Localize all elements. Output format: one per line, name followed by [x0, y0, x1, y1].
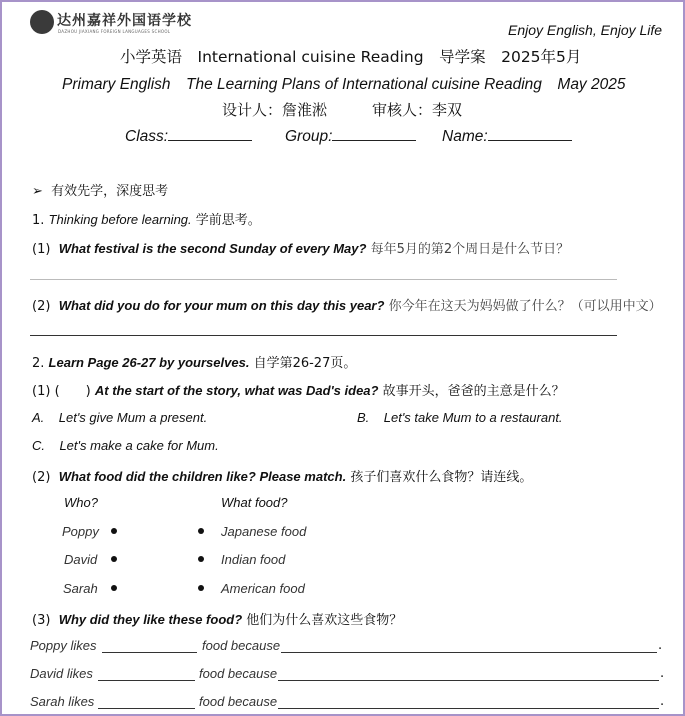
likes-row-david: David likes	[30, 666, 93, 681]
part2-heading: 2. Learn Page 26-27 by yourselves. 自学第26-27页。	[32, 355, 357, 371]
group-label: Group:	[285, 128, 333, 145]
answer-line-1-2[interactable]	[30, 335, 617, 336]
because-label: food because	[202, 638, 281, 653]
match-dot-right[interactable]	[198, 585, 204, 591]
because-label: food because	[199, 666, 278, 681]
answer-paren[interactable]: ( )	[54, 384, 91, 399]
likes-row-poppy: Poppy likes	[30, 638, 97, 653]
title-cn: 小学英语 International cuisine Reading 导学案 2025年5月	[120, 48, 582, 66]
answer-line-1-1[interactable]	[30, 279, 617, 280]
part1-heading: 1. Thinking before learning. 学前思考。	[32, 212, 261, 228]
food-indian: Indian food	[221, 552, 286, 567]
school-subtitle: DAZHOU JIAXIANG FOREIGN LANGUAGES SCHOOL	[58, 29, 171, 34]
period: .	[660, 694, 665, 709]
food-american: American food	[221, 581, 305, 596]
person-sarah: Sarah	[63, 581, 98, 596]
title-en: Primary English The Learning Plans of International cuisine Reading May 2025	[62, 76, 626, 93]
person-poppy: Poppy	[62, 524, 99, 539]
option-c[interactable]: C. Let's make a cake for Mum.	[32, 438, 219, 453]
school-logo-icon	[30, 10, 54, 34]
question-2-2: (2) What food did the children like? Please match. 孩子们喜欢什么食物？请连线。	[32, 469, 533, 485]
period: .	[660, 666, 665, 681]
blank-food-sarah[interactable]	[98, 708, 195, 709]
period: .	[658, 638, 663, 653]
food-japanese: Japanese food	[221, 524, 307, 539]
class-label: Class:	[125, 128, 169, 145]
name-field[interactable]	[442, 126, 572, 146]
blank-reason-poppy[interactable]	[281, 652, 657, 653]
group-field[interactable]	[285, 126, 416, 146]
match-dot-right[interactable]	[198, 528, 204, 534]
option-b[interactable]: B. Let's take Mum to a restaurant.	[357, 410, 563, 425]
blank-food-david[interactable]	[98, 680, 195, 681]
question-1-1: (1) What festival is the second Sunday of every May? 每年5月的第2个周日是什么节日？	[32, 241, 570, 257]
question-2-1: (1) ( ) At the start of the story, what was Dad's idea? 故事开头，爸爸的主意是什么？	[32, 383, 565, 399]
likes-row-sarah: Sarah likes	[30, 694, 95, 709]
match-dot-left[interactable]	[111, 556, 117, 562]
school-name: 达州嘉祥外国语学校	[57, 13, 192, 29]
food-header: What food?	[221, 495, 288, 510]
person-david: David	[64, 552, 98, 567]
match-dot-left[interactable]	[111, 585, 117, 591]
question-2-3: (3) Why did they like these food? 他们为什么喜欢这些食物？	[32, 612, 403, 628]
match-dot-left[interactable]	[111, 528, 117, 534]
who-header: Who?	[64, 495, 98, 510]
blank-food-poppy[interactable]	[102, 652, 197, 653]
because-label: food because	[199, 694, 278, 709]
motto: Enjoy English, Enjoy Life	[508, 22, 663, 38]
name-label: Name:	[442, 128, 488, 145]
blank-reason-david[interactable]	[278, 680, 659, 681]
designer-line: 设计人：詹淮淞 审核人：李双	[222, 101, 463, 119]
arrow-bullet-icon: ➢	[32, 184, 43, 199]
class-field[interactable]	[125, 126, 252, 146]
option-a[interactable]: A. Let's give Mum a present.	[32, 410, 208, 425]
question-1-2: (2) What did you do for your mum on this day this year? 你今年在这天为妈妈做了什么？（可以用中文）	[32, 298, 662, 314]
blank-reason-sarah[interactable]	[278, 708, 659, 709]
match-dot-right[interactable]	[198, 556, 204, 562]
section1-heading: ➢ 有效先学，深度思考	[32, 184, 169, 199]
